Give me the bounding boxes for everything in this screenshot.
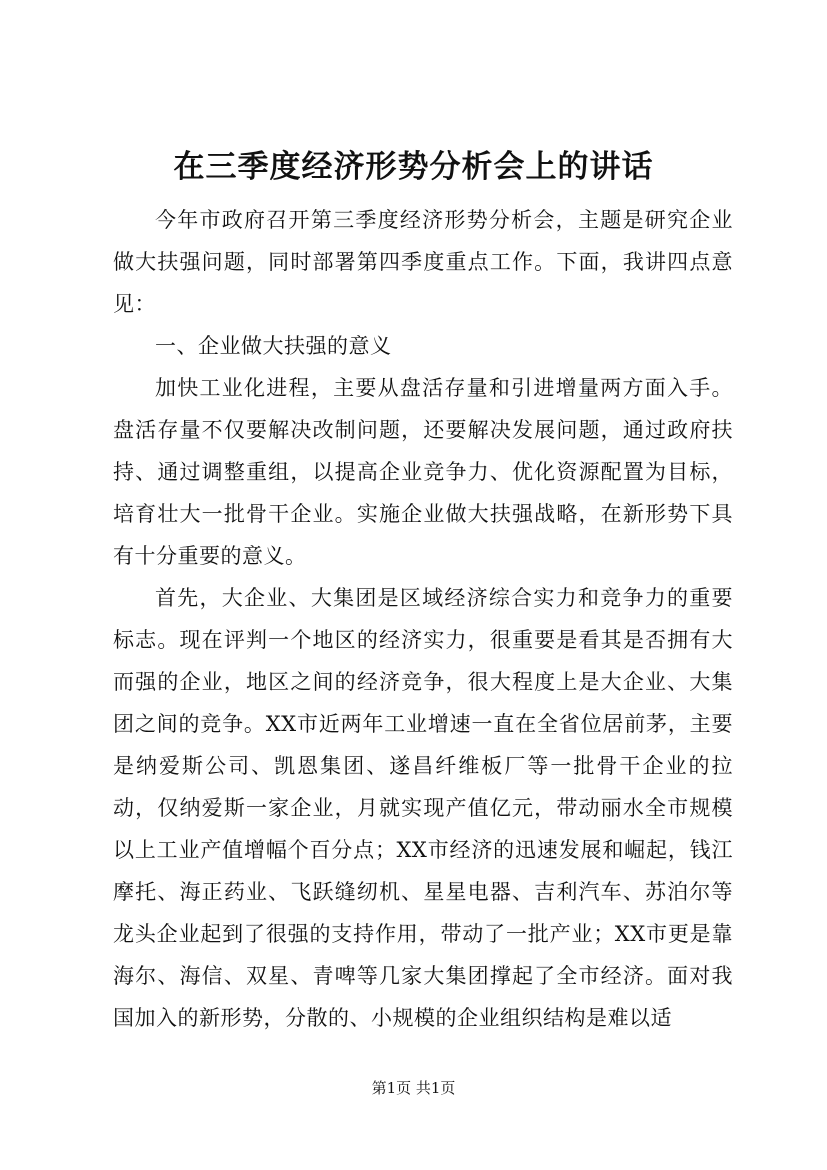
section-heading-1: 一、企业做大扶强的意义 bbox=[155, 334, 392, 358]
paragraph-industrialization: 加快工业化进程，主要从盘活存量和引进增量两方面入手。盘活存量不仅要解决改制问题，还要解决发展问题，通过政府扶持、通过调整重组，以提高企业竞争力、优化资源配置为目标，培育壮大一批骨干企业。实施企业做大扶强战略，在新形势下具有十分重要的意义。 bbox=[113, 376, 733, 568]
paragraph-first-point: 首先，大企业、大集团是区域经济综合实力和竞争力的重要标志。现在评判一个地区的经济实力，很重要是看其是否拥有大而强的企业，地区之间的经济竞争，很大程度上是大企业、大集团之间的竞争。XX市近两年工业增速一直在全省位居前茅，主要是纳爱斯公司、凯恩集团、遂昌纤维板厂等一批骨干企业的拉动，仅纳爱斯一家企业，月就实现产值亿元，带动丽水全市规模以上工业产值增幅个百分点；XX市经济的迅速发展和崛起，钱江摩托、海正药业、飞跃缝纫机、星星电器、吉利汽车、苏泊尔等龙头企业起到了很强的支持作用，带动了一批产业；XX市更是靠海尔、海信、双星、青啤等几家大集团撑起了全市经济。面对我国加入的新形势，分散的、小规模的企业组织结构是难以适 bbox=[113, 586, 733, 1030]
document-body bbox=[113, 199, 733, 1039]
paragraph-intro: 今年市政府召开第三季度经济形势分析会，主题是研究企业做大扶强问题，同时部署第四季度重点工作。下面，我讲四点意见： bbox=[113, 208, 733, 316]
page-footer: 第1页 共1页 bbox=[371, 1079, 456, 1097]
document-title: 在三季度经济形势分析会上的讲话 bbox=[173, 149, 654, 185]
